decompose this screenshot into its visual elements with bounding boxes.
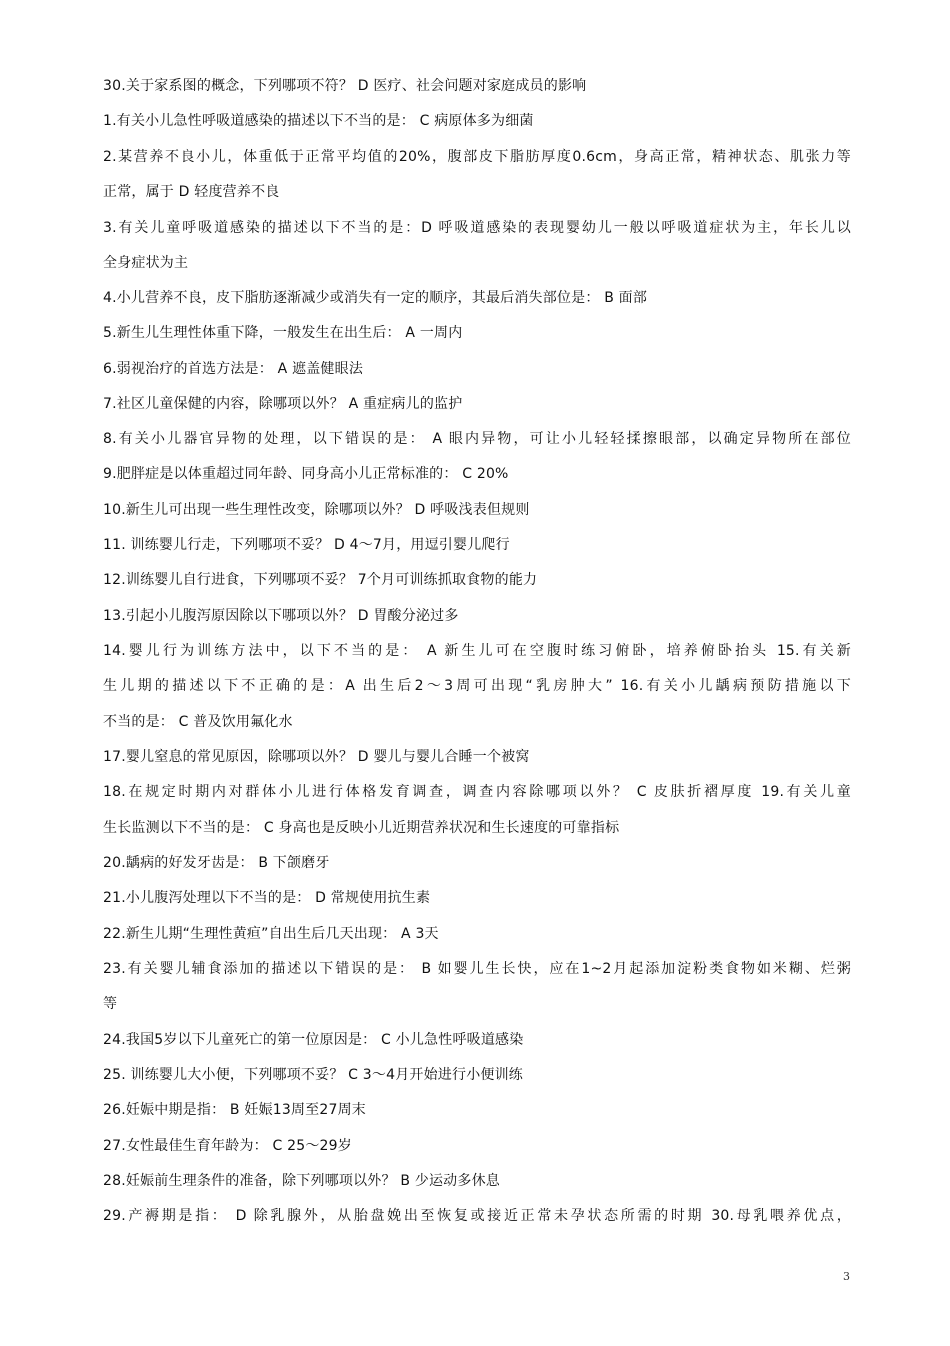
- text-line: 20.龋病的好发牙齿是： B 下颌磨牙: [103, 855, 330, 871]
- text-line: 不当的是： C 普及饮用氟化水: [103, 714, 293, 730]
- text-line: 5.新生儿生理性体重下降，一般发生在出生后： A 一周内: [103, 325, 463, 341]
- text-line: 29.产褥期是指： D 除乳腺外，从胎盘娩出至恢复或接近正常未孕状态所需的时期 30.母乳喂养优点，: [103, 1208, 851, 1224]
- text-line: 生儿期的描述以下不正确的是：A 出生后2～3周可出现“乳房肿大” 16.有关小儿龋病预防措施以下: [103, 678, 851, 694]
- text-line: 23.有关婴儿辅食添加的描述以下错误的是： B 如婴儿生长快，应在1~2月起添加淀粉类食物如米糊、烂粥: [103, 961, 851, 977]
- text-line: 30.关于家系图的概念，下列哪项不符？ D 医疗、社会问题对家庭成员的影响: [103, 78, 587, 94]
- text-line: 全身症状为主: [103, 255, 189, 271]
- text-line: 生长监测以下不当的是： C 身高也是反映小儿近期营养状况和生长速度的可靠指标: [103, 820, 620, 836]
- text-line: 28.妊娠前生理条件的准备，除下列哪项以外？ B 少运动多休息: [103, 1173, 500, 1189]
- text-line: 等: [103, 996, 118, 1012]
- text-line: 4.小儿营养不良，皮下脂肪逐渐减少或消失有一定的顺序，其最后消失部位是： B 面部: [103, 290, 648, 306]
- text-line: 正常，属于 D 轻度营养不良: [103, 184, 280, 200]
- text-line: 3.有关儿童呼吸道感染的描述以下不当的是：D 呼吸道感染的表现婴幼儿一般以呼吸道症状为主，年长儿以: [103, 220, 851, 236]
- text-line: 7.社区儿童保健的内容，除哪项以外？ A 重症病儿的监护: [103, 396, 463, 412]
- page-number: 3: [843, 1270, 850, 1283]
- text-line: 6.弱视治疗的首选方法是： A 遮盖健眼法: [103, 361, 364, 377]
- text-line: 18.在规定时期内对群体小儿进行体格发育调查，调查内容除哪项以外？ C 皮肤折褶厚度 19.有关儿童: [103, 784, 851, 800]
- text-line: 17.婴儿窒息的常见原因，除哪项以外？ D 婴儿与婴儿合睡一个被窝: [103, 749, 530, 765]
- text-line: 12.训练婴儿自行进食，下列哪项不妥？ 7个月可训练抓取食物的能力: [103, 572, 538, 588]
- text-line: 9.肥胖症是以体重超过同年龄、同身高小儿正常标准的： C 20%: [103, 466, 509, 482]
- text-line: 10.新生儿可出现一些生理性改变，除哪项以外？ D 呼吸浅表但规则: [103, 502, 530, 518]
- text-line: 14.婴儿行为训练方法中，以下不当的是： A 新生儿可在空腹时练习俯卧，培养俯卧抬头 15.有关新: [103, 643, 851, 659]
- text-line: 13.引起小儿腹泻原因除以下哪项以外？ D 胃酸分泌过多: [103, 608, 459, 624]
- text-line: 26.妊娠中期是指： B 妊娠13周至27周末: [103, 1102, 366, 1118]
- text-line: 8.有关小儿器官异物的处理，以下错误的是： A 眼内异物，可让小儿轻轻揉擦眼部，以确定异物所在部位: [103, 431, 851, 447]
- text-line: 21.小儿腹泻处理以下不当的是： D 常规使用抗生素: [103, 890, 431, 906]
- text-line: 22.新生儿期“生理性黄疸”自出生后几天出现： A 3天: [103, 926, 439, 942]
- text-line: 24.我国5岁以下儿童死亡的第一位原因是： C 小儿急性呼吸道感染: [103, 1032, 524, 1048]
- text-line: 1.有关小儿急性呼吸道感染的描述以下不当的是： C 病原体多为细菌: [103, 113, 534, 129]
- text-line: 25. 训练婴儿大小便，下列哪项不妥？ C 3～4月开始进行小便训练: [103, 1067, 524, 1083]
- text-line: 27.女性最佳生育年龄为： C 25～29岁: [103, 1138, 352, 1154]
- text-line: 2.某营养不良小儿，体重低于正常平均值的20%，腹部皮下脂肪厚度0.6cm，身高正常，精神状态、肌张力等: [103, 149, 851, 165]
- text-line: 11. 训练婴儿行走，下列哪项不妥？ D 4～7月，用逗引婴儿爬行: [103, 537, 510, 553]
